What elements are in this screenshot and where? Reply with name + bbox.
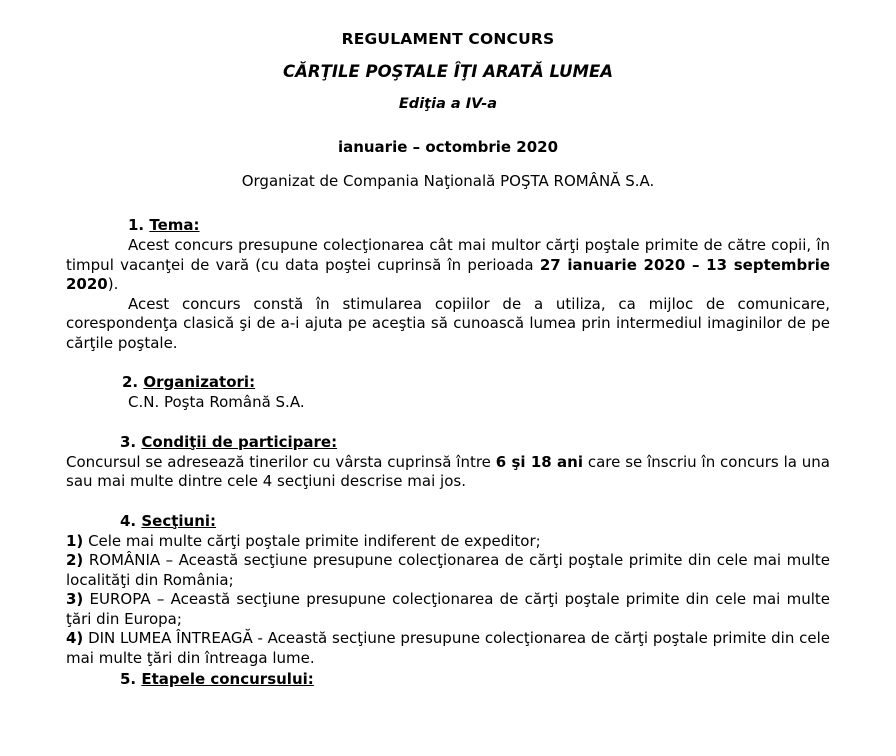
section-tema-paragraph-1: [66, 236, 830, 295]
list-item-marker: 4): [66, 629, 84, 647]
section-number: 2.: [122, 373, 139, 391]
contest-period: ianuarie – octombrie 2020: [337, 138, 559, 156]
list-item-marker: 1): [66, 531, 84, 550]
list-item: [66, 629, 830, 668]
section-title: Condiţii de participare:: [141, 432, 338, 451]
section-conditii-paragraph: [66, 453, 830, 492]
list-item-marker: 2): [66, 551, 84, 569]
document-subtitle: CĂRŢILE POŞTALE ÎŢI ARATĂ LUMEA: [283, 62, 613, 81]
section-heading-sectiuni: [66, 512, 830, 530]
list-item-text: EUROPA – Această secţiune presupune colecţionarea de cărţi poştale primite din cele mai multe ţări din Europa;: [66, 590, 830, 628]
list-item: [66, 551, 830, 590]
section-number: 1.: [128, 216, 145, 234]
contest-organizer: Organizat de Compania Naţională POŞTA ROMÂNĂ S.A.: [241, 172, 655, 190]
list-item: [66, 590, 830, 629]
page-title: REGULAMENT CONCURS: [341, 30, 555, 48]
section-organizatori: [66, 373, 830, 413]
conditii-text-b: care se înscriu în concurs la una sau mai multe dintre cele 4 secţiuni descrise mai jos.: [66, 452, 830, 490]
list-item-text: DIN LUMEA ÎNTREAGĂ - Această secţiune presupune colecţionarea de cărţi poştale primite din cele mai multe ţări din întreaga lume.: [66, 629, 830, 667]
section-title: Secţiuni:: [141, 511, 217, 530]
section-number: 3.: [120, 432, 137, 451]
tema-p1-text-a: Acest concurs presupune colecţionarea cât mai multor cărţi poştale primite de către copii, în timpul vacanţei de vară (cu data poştei cuprinsă în perioada: [66, 236, 830, 274]
section-organizatori-paragraph: C.N. Poşta Română S.A.: [128, 393, 305, 411]
list-item-marker: 3): [66, 590, 84, 608]
tema-p1-text-b: ).: [107, 275, 119, 293]
section-title: Etapele concursului:: [141, 670, 314, 688]
section-heading-tema: [66, 216, 830, 234]
spacer-2: [66, 415, 830, 433]
list-item-text: ROMÂNIA – Această secţiune presupune colecţionarea de cărţi poştale primite din cele mai multe localităţi din România;: [66, 551, 830, 589]
section-number: 5.: [120, 670, 137, 688]
section-title: Tema:: [149, 216, 200, 234]
conditii-text-a: Concursul se adresează tinerilor cu vârsta cuprinsă între: [66, 452, 496, 471]
section-etape: [66, 670, 830, 688]
section-heading-conditii: [66, 433, 830, 451]
document-title-block: [66, 30, 830, 112]
list-item-text: Cele mai multe cărţi poştale primite indiferent de expeditor;: [83, 531, 541, 550]
tema-p1-dates: 27 ianuarie 2020 – 13 septembrie 2020: [66, 255, 831, 293]
section-title: Organizatori:: [143, 373, 256, 391]
section-tema-paragraph-2: Acest concurs constă în stimularea copiilor de a utiliza, ca mijloc de comunicare, corespondenţa clasică şi de a-i ajuta pe aceştia să cunoască lumea prin intermediul imaginilor de pe cărţile poştale.: [66, 294, 830, 352]
conditii-age-range: 6 şi 18 ani: [495, 452, 583, 471]
section-conditii: [66, 433, 830, 492]
spacer-3: [66, 494, 830, 512]
section-heading-organizatori: [66, 373, 830, 391]
list-item: [66, 532, 830, 552]
section-heading-etape: [66, 670, 830, 688]
document-edition: Ediţia a IV-a: [398, 96, 498, 112]
section-sectiuni: [66, 512, 830, 669]
section-tema: [66, 216, 830, 353]
section-number: 4.: [120, 511, 137, 530]
spacer-1: [66, 355, 830, 373]
